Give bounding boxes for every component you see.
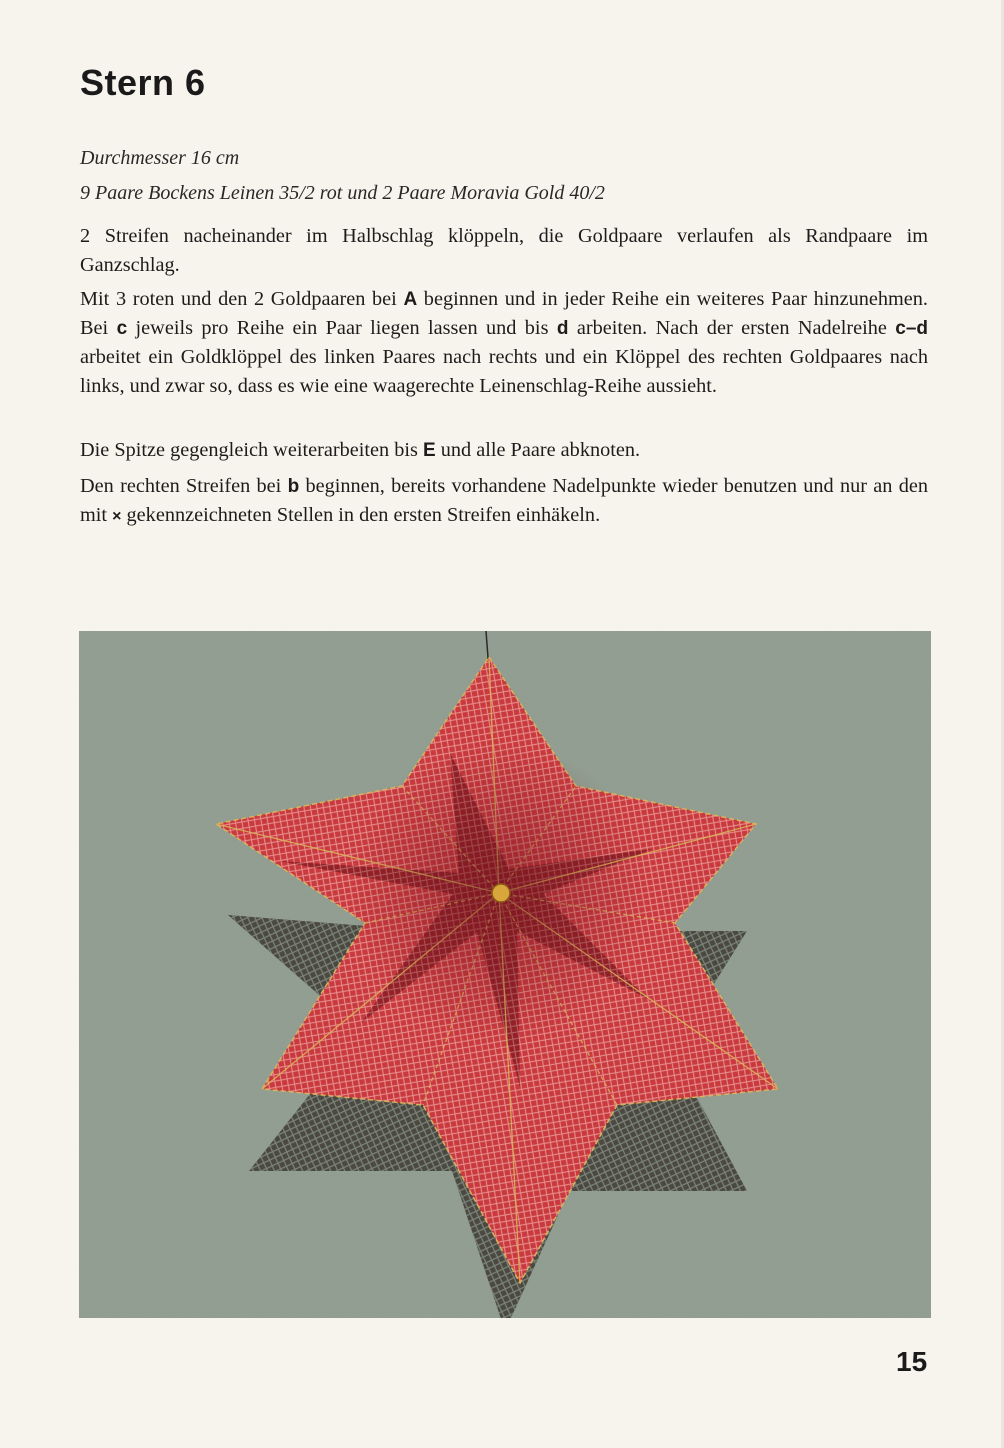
point-label-b: b: [287, 476, 300, 497]
instruction-paragraph-4: [80, 472, 928, 531]
text-run: beginnen, bereits vorhandene Nadelpunkte wieder benutzen und nur an den mit: [80, 475, 928, 526]
instruction-paragraph-3: [80, 436, 928, 465]
text-run: und alle Paare abknoten.: [435, 439, 641, 461]
point-label-c-d: c–d: [895, 318, 929, 339]
text-run: Den rechten Streifen bei: [80, 475, 288, 497]
diameter-line: Durchmesser 16 cm: [80, 147, 240, 169]
page-title: Stern 6: [80, 62, 206, 103]
instruction-paragraph-2: [80, 285, 928, 401]
point-label-c: c: [116, 318, 128, 339]
text-run: jeweils pro Reihe ein Paar liegen lassen und bis: [127, 317, 557, 339]
text-run: gekennzeichneten Stellen in den ersten Streifen einhäkeln.: [121, 504, 601, 526]
cross-mark-icon: ×: [112, 508, 122, 525]
text-run: Mit 3 roten und den 2 Goldpaaren bei: [80, 288, 404, 310]
lace-star-photo: [79, 631, 931, 1318]
instruction-paragraph-1: 2 Streifen nacheinander im Halbschlag klöppeln, die Goldpaare verlaufen als Randpaare im Ganzschlag.: [80, 225, 928, 276]
point-label-a: A: [403, 289, 418, 310]
point-label-e: E: [422, 440, 436, 461]
text-run: beginnen und in jeder Reihe ein weiteres Paar hinzunehmen. Bei: [80, 288, 928, 339]
star-center-bead: [492, 884, 510, 902]
text-run: arbeiten. Nach der ersten Nadelreihe: [568, 317, 896, 339]
text-run: arbeitet ein Goldklöppel des linken Paares nach rechts und ein Klöppel des rechten Goldpaares nach links, und zwar so, dass es wie eine waagerechte Leinenschlag-Reihe aussieht.: [80, 346, 928, 397]
text-run: Die Spitze gegengleich weiterarbeiten bis: [80, 439, 423, 461]
point-label-d: d: [556, 318, 569, 339]
page-number: 15: [896, 1346, 928, 1377]
materials-line: 9 Paare Bockens Leinen 35/2 rot und 2 Paare Moravia Gold 40/2: [80, 182, 605, 204]
